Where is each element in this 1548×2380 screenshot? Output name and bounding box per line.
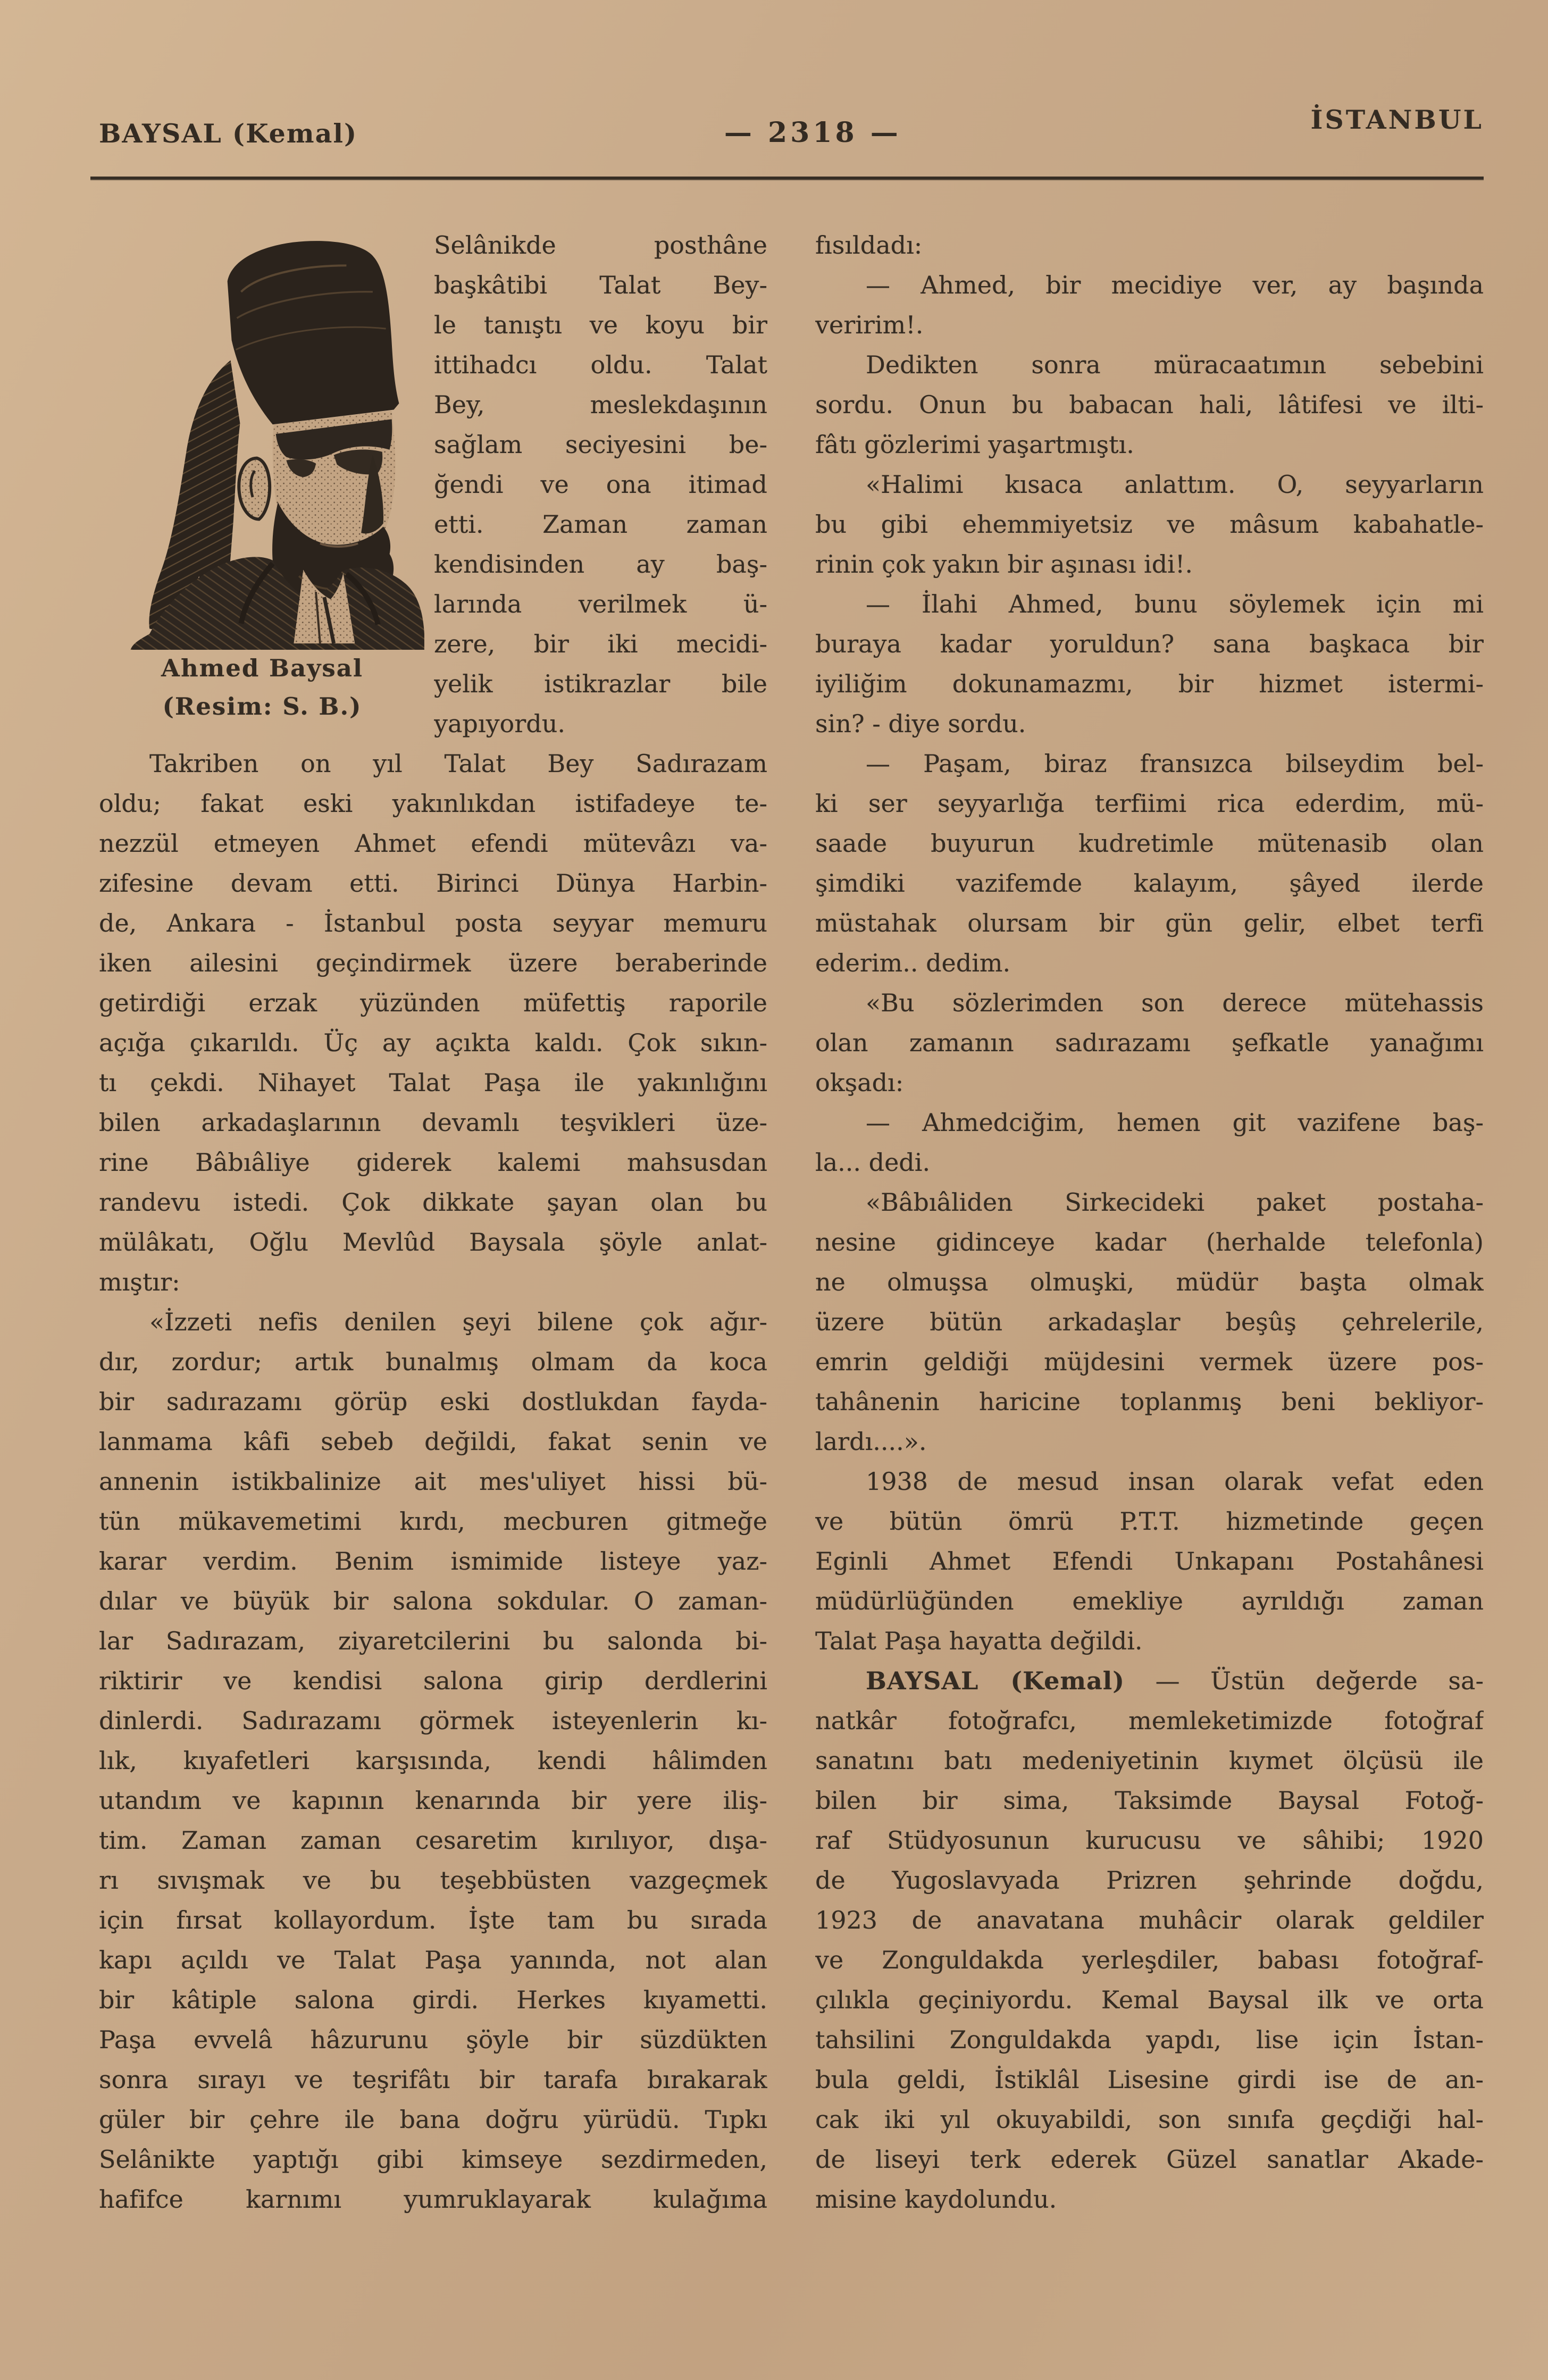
- text-line: — Ahmedciğim, hemen git vazifene baş-: [866, 1108, 1484, 1137]
- text-line: başkâtibi Talat Bey-: [434, 271, 767, 299]
- text-line: hafifce karnımı yumruklayarak kulağıma: [99, 2185, 767, 2214]
- text-line: fısıldadı:: [815, 231, 923, 259]
- text-line: bilen bir sima, Taksimde Baysal Fotoğ-: [815, 1786, 1484, 1815]
- text-line: rinin çok yakın bir aşınası idi!.: [815, 550, 1193, 579]
- text-line: Bey, meslekdaşının: [434, 390, 767, 419]
- text-line: de, Ankara - İstanbul posta seyyar memuru: [99, 909, 767, 937]
- text-line: ğendi ve ona itimad: [434, 470, 767, 499]
- right-column: [815, 225, 1484, 2219]
- text-line: sonra sırayı ve teşrifâtı bir tarafa bırakarak: [99, 2065, 767, 2094]
- portrait-caption-name: Ahmed Baysal: [161, 654, 363, 682]
- text-line: çılıkla geçiniyordu. Kemal Baysal ilk ve orta: [815, 1985, 1484, 2014]
- text-line: 1923 de anavatana muhâcir olarak geldiler: [815, 1906, 1484, 1934]
- text-line: tı çekdi. Nihayet Talat Paşa ile yakınlığını: [99, 1068, 767, 1097]
- text-line: iyiliğim dokunamazmı, bir hizmet istermi-: [815, 669, 1484, 698]
- text-line: emrin geldiği müjdesini vermek üzere pos-: [815, 1347, 1484, 1376]
- text-line: cak iki yıl okuyabildi, son sınıfa geçdiği hal-: [815, 2105, 1484, 2134]
- text-line: sordu. Onun bu babacan hali, lâtifesi ve ilti-: [815, 390, 1484, 419]
- text-line: müstahak olursam bir gün gelir, elbet terfi: [815, 909, 1484, 937]
- left-column: [99, 225, 767, 2219]
- text-line: açığa çıkarıldı. Üç ay açıkta kaldı. Çok sıkın-: [99, 1028, 767, 1057]
- text-line: Eginli Ahmet Efendi Unkapanı Postahânesi: [815, 1547, 1484, 1576]
- text-line: randevu istedi. Çok dikkate şayan olan bu: [99, 1188, 767, 1217]
- text-line: fâtı gözlerimi yaşartmıştı.: [815, 430, 1134, 459]
- page-number: — 2318 —: [724, 116, 901, 149]
- header-entry-name: BAYSAL (Kemal): [99, 118, 358, 149]
- text-line: larında verilmek ü-: [434, 590, 767, 618]
- text-line: kendisinden ay baş-: [434, 550, 767, 579]
- text-line: lık, kıyafetleri karşısında, kendi hâlimden: [99, 1746, 767, 1775]
- text-line: zifesine devam etti. Birinci Dünya Harbin-: [99, 869, 767, 898]
- text-line: rine Bâbıâliye giderek kalemi mahsusdan: [99, 1148, 767, 1177]
- text-line: — Ahmed, bir mecidiye ver, ay başında: [866, 271, 1484, 299]
- header-place-name: İSTANBUL: [1310, 104, 1484, 135]
- two-column-text: [99, 225, 1484, 2219]
- text-line: bir kâtiple salona girdi. Herkes kıyametti.: [99, 1985, 767, 2014]
- text-line: okşadı:: [815, 1068, 904, 1097]
- text-line: sağlam seciyesini be-: [434, 430, 767, 459]
- text-line: natkâr fotoğrafcı, memleketimizde fotoğraf: [815, 1706, 1484, 1735]
- text-line: Dedikten sonra müracaatımın sebebini: [866, 350, 1484, 379]
- text-line: ittihadcı oldu. Talat: [434, 350, 767, 379]
- text-line: getirdiği erzak yüzünden müfettiş raporile: [99, 988, 767, 1017]
- text-line: raf Stüdyosunun kurucusu ve sâhibi; 1920: [815, 1826, 1484, 1855]
- portrait-figure: [99, 229, 425, 726]
- entry-lead-bold: BAYSAL (Kemal): [866, 1666, 1125, 1695]
- text-line: de Yugoslavyada Prizren şehrinde doğdu,: [815, 1866, 1484, 1895]
- text-line: ve Zonguldakda yerleşdiler, babası fotoğraf-: [815, 1946, 1484, 1974]
- text-line: Selânikde posthâne: [434, 231, 767, 259]
- text-line: mülâkatı, Oğlu Mevlûd Baysala şöyle anlat-: [99, 1228, 767, 1256]
- text-line: oldu; fakat eski yakınlıkdan istifadeye te-: [99, 789, 767, 818]
- page-header: [0, 0, 1548, 149]
- text-line: bula geldi, İstiklâl Lisesine girdi ise de an-: [815, 2065, 1484, 2094]
- text-line: «İzzeti nefis denilen şeyi bilene çok ağır-: [149, 1308, 767, 1336]
- text-line: BAYSAL (Kemal) — Üstün değerde sa-: [866, 1666, 1484, 1695]
- text-line: mıştır:: [99, 1268, 180, 1296]
- portrait-caption-credit: (Resim: S. B.): [162, 692, 362, 720]
- text-line: yapıyordu.: [434, 709, 565, 738]
- text-line: nezzül etmeyen Ahmet efendi mütevâzı va-: [99, 829, 767, 858]
- text-line: lanmama kâfi sebeb değildi, fakat senin ve: [99, 1427, 767, 1456]
- text-line: zere, bir iki mecidi-: [434, 630, 767, 658]
- header-rule-divider: [90, 177, 1484, 180]
- text-line: dinlerdi. Sadırazamı görmek isteyenlerin kı-: [99, 1706, 767, 1735]
- text-line: lardı....».: [815, 1427, 927, 1456]
- text-line: — İlahi Ahmed, bunu söylemek için mi: [866, 590, 1484, 618]
- text-line: lar Sadırazam, ziyaretcilerini bu salonda bi-: [99, 1627, 767, 1655]
- text-line: utandım ve kapının kenarında bir yere iliş-: [99, 1786, 767, 1815]
- text-line: tim. Zaman zaman cesaretim kırılıyor, dışa-: [99, 1826, 767, 1855]
- text-line: güler bir çehre ile bana doğru yürüdü. Tıpkı: [99, 2105, 767, 2134]
- text-line: tahsilini Zonguldakda yapdı, lise için İstan-: [815, 2025, 1484, 2054]
- text-line: üzere bütün arkadaşlar beşûş çehrelerile,: [815, 1308, 1484, 1336]
- text-line: Selânikte yaptığı gibi kimseye sezdirmeden,: [99, 2145, 767, 2174]
- text-line: sin? - diye sordu.: [815, 709, 1026, 738]
- text-line: de liseyi terk ederek Güzel sanatlar Akade-: [815, 2145, 1484, 2174]
- text-line: müdürlüğünden emekliye ayrıldığı zaman: [815, 1587, 1484, 1615]
- text-line: 1938 de mesud insan olarak vefat eden: [866, 1467, 1484, 1496]
- text-line: veririm!.: [815, 311, 924, 339]
- text-line: şimdiki vazifemde kalayım, şâyed ilerde: [815, 869, 1484, 898]
- text-line: misine kaydolundu.: [815, 2185, 1057, 2214]
- text-line: olan zamanın sadırazamı şefkatle yanağımı: [815, 1028, 1484, 1057]
- text-line: bu gibi ehemmiyetsiz ve mâsum kabahatle-: [815, 510, 1484, 539]
- text-line: buraya kadar yoruldun? sana başkaca bir: [815, 630, 1484, 658]
- text-line: dılar ve büyük bir salona sokdular. O zaman-: [99, 1587, 767, 1615]
- text-line: Paşa evvelâ hâzurunu şöyle bir süzdükten: [99, 2025, 767, 2054]
- text-line: karar verdim. Benim ismimide listeye yaz-: [99, 1547, 767, 1576]
- text-line: «Bâbıâliden Sirkecideki paket postaha-: [866, 1188, 1484, 1217]
- text-line: tün mükavemetimi kırdı, mecburen gitmeğe: [99, 1507, 767, 1536]
- portrait-engraving: [99, 229, 425, 650]
- text-line: la... dedi.: [815, 1148, 931, 1177]
- text-line: bilen arkadaşlarının devamlı teşvikleri üze-: [99, 1108, 767, 1137]
- text-line: ne olmuşsa olmuşki, müdür başta olmak: [815, 1268, 1484, 1296]
- text-line: bir sadırazamı görüp eski dostlukdan fayda-: [99, 1387, 767, 1416]
- text-line: Takriben on yıl Talat Bey Sadırazam: [149, 749, 767, 778]
- text-line: ederim.. dedim.: [815, 949, 1011, 977]
- text-line: Talat Paşa hayatta değildi.: [815, 1627, 1143, 1655]
- text-line: «Halimi kısaca anlattım. O, seyyarların: [866, 470, 1484, 499]
- text-line: dır, zordur; artık bunalmış olmam da koca: [99, 1347, 767, 1376]
- text-line: le tanıştı ve koyu bir: [434, 311, 767, 339]
- text-line: sanatını batı medeniyetinin kıymet ölçüsü ile: [815, 1746, 1484, 1775]
- text-line: kapı açıldı ve Talat Paşa yanında, not alan: [99, 1946, 767, 1974]
- text-line: ki ser seyyarlığa terfiimi rica ederdim, mü-: [815, 789, 1484, 818]
- text-line: için fırsat kollayordum. İşte tam bu sırada: [99, 1906, 767, 1934]
- text-line: iken ailesini geçindirmek üzere beraberinde: [99, 949, 767, 977]
- text-line: ve bütün ömrü P.T.T. hizmetinde geçen: [815, 1507, 1484, 1536]
- text-line: «Bu sözlerimden son derece mütehassis: [866, 988, 1484, 1017]
- text-line: riktirir ve kendisi salona girip derdlerini: [99, 1666, 767, 1695]
- text-line: yelik istikrazlar bile: [434, 669, 767, 698]
- text-line: annenin istikbalinize ait mes'uliyet hissi bü-: [99, 1467, 767, 1496]
- text-line: rı sıvışmak ve bu teşebbüsten vazgeçmek: [99, 1866, 767, 1895]
- text-line: nesine gidinceye kadar (herhalde telefonla): [815, 1228, 1484, 1256]
- text-line: — Paşam, biraz fransızca bilseydim bel-: [866, 749, 1484, 778]
- text-line: saade buyurun kudretimle mütenasib olan: [815, 829, 1484, 858]
- text-line: etti. Zaman zaman: [434, 510, 767, 539]
- text-line: tahânenin haricine toplanmış beni bekliyor-: [815, 1387, 1484, 1416]
